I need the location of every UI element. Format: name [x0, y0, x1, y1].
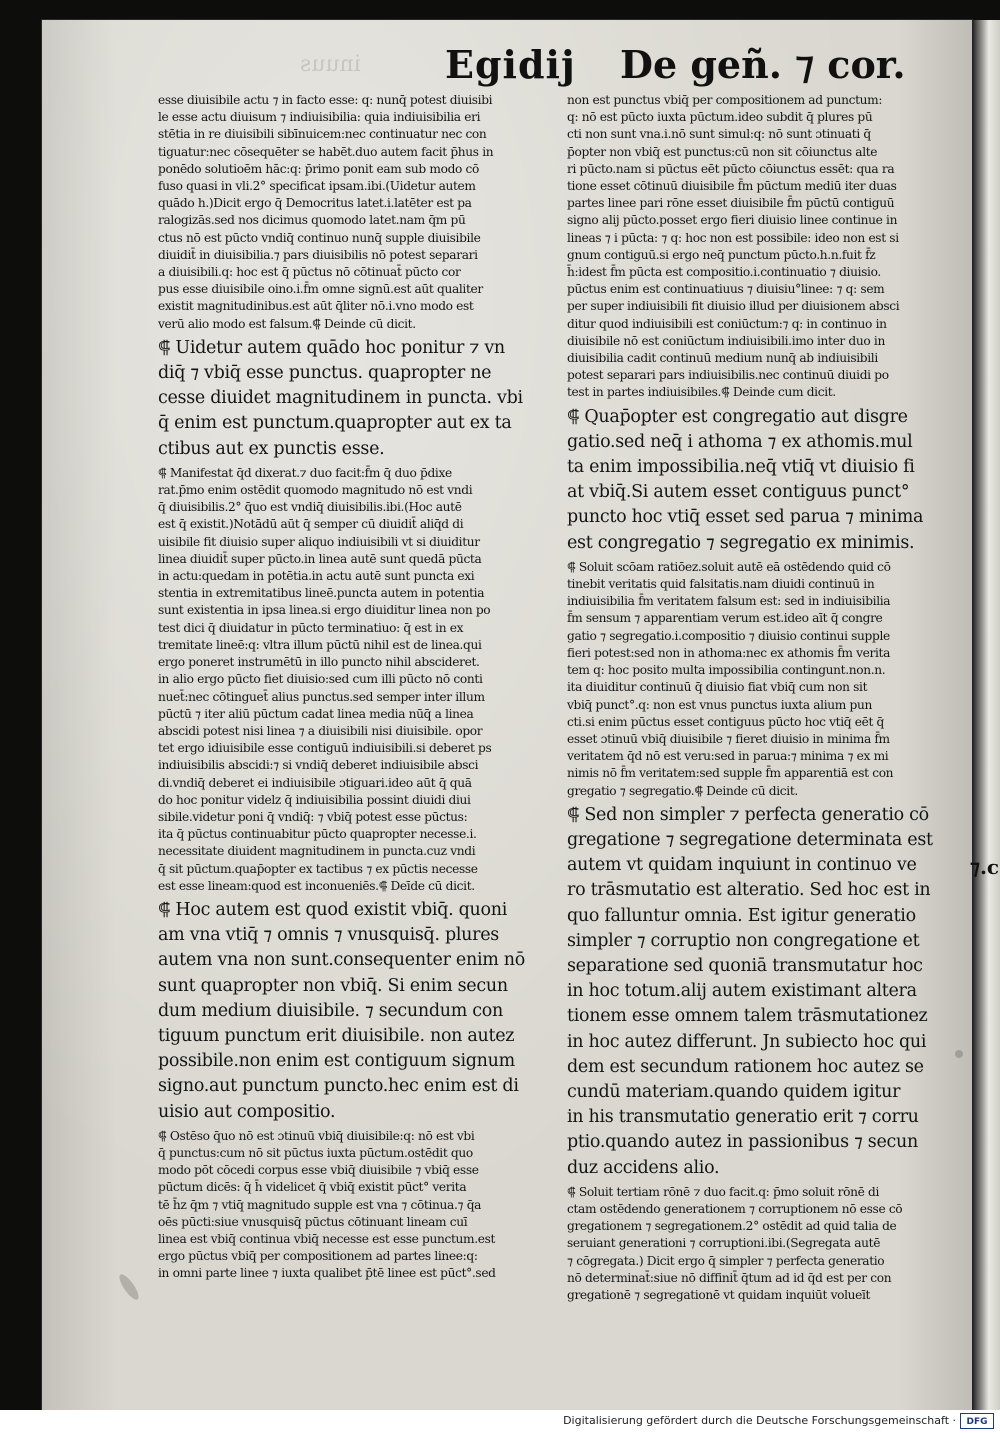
text-line: a diuisibili.q: hoc est q̄ pūctus nō cōtinuat̄ pūcto cor	[158, 265, 461, 280]
commentary-paragraph	[567, 92, 965, 402]
margin-note: ⁊.c	[970, 855, 1000, 879]
text-line: abscidi potest nisi linea ⁊ a diuisibili nisi diuisibile. opor	[158, 723, 483, 738]
text-line: dum medium diuisibile. ⁊ secundum con	[158, 1000, 504, 1021]
text-line: simpler ⁊ corruptio non congregatione et	[567, 930, 920, 951]
commentary-paragraph	[567, 559, 965, 800]
text-line: in actu:quedam in potētia.in actu autē sunt puncta exi	[158, 569, 475, 584]
text-line: tinebit veritatis quid falsitatis.nam diuidi continuū in	[567, 577, 875, 592]
text-line: gregatio ⁊ segregatio.⸿ Deinde cū dicit.	[567, 783, 798, 798]
text-line: diq̄ ⁊ vbiq̄ esse punctus. quapropter ne	[158, 363, 492, 384]
text-line: ita diuiditur continuū q̄ diuisio fiat vbiq̄ cum non sit	[567, 680, 868, 695]
text-line: autem vt quidam inquiunt in continuo ve	[567, 855, 917, 876]
text-line: uisibile fit diuisio super aliquo indiuisibili vt si diuiditur	[158, 534, 480, 549]
text-line: signo.aut punctum puncto.hec enim est di	[158, 1076, 519, 1097]
text-line: tionem esse omnem talem trāsmutationez	[567, 1006, 928, 1027]
text-line: linea diuidit̄ super pūcto.in linea autē sunt quedā pūcta	[158, 551, 482, 566]
text-line: q̄ enim est punctum.quapropter aut ex ta	[158, 413, 512, 434]
text-line: pūctū ⁊ iter aliū pūctum cadat linea media nūq̄ a linea	[158, 706, 474, 721]
text-line: est q̄ existit.)Notādū aūt q̄ semper cū diuidit̄ aliq̄d di	[158, 517, 464, 532]
text-line: ralogizās.sed nos dicimus quomodo latet.nam q̄m pū	[158, 213, 466, 228]
text-line: fuso quasi in vli.2° specificat ipsam.ibi.(Uidetur autem	[158, 179, 476, 194]
footer-bar	[0, 1410, 1000, 1433]
text-line: potest separari pars indiuisibilis.nec continuū diuidi po	[567, 368, 889, 383]
text-line: duz accidens alio.	[567, 1157, 720, 1178]
commentary-paragraph	[158, 465, 550, 895]
text-line: ponēdo solutioēm hāc:q: p̄rimo ponit eam sub modo cō	[158, 161, 480, 176]
text-line: signo alij pūcto.posset ergo fieri diuisio linee continue in	[567, 213, 898, 228]
text-line: modo pōt cōcedi corpus esse vbiq̄ diuisibile ⁊ vbiq̄ esse	[158, 1163, 479, 1178]
text-line: esse diuisibile actu ⁊ in facto esse: q: nunq̄ potest diuisibi	[158, 93, 493, 107]
text-line: in alio ergo pūcto fiet diuisio:sed cum illi pūcto nō conti	[158, 672, 483, 687]
text-line: diuidit̄ in diuisibilia.⁊ pars diuisibilis nō potest separari	[158, 247, 478, 262]
text-line: gatio ⁊ segregatio.i.compositio ⁊ diuisio continui supple	[567, 628, 890, 643]
text-line: ⸿ Manifestat q̄d dixerat.⁊ duo facit:f̄m q̄ duo p̄dixe	[158, 465, 452, 480]
text-line: rat.p̄mo enim ostēdit quomodo magnitudo nō est vndi	[158, 483, 473, 498]
text-line: gnum contiguū.si ergo neq̄ punctum pūcto.h.n.fuit f̄z	[567, 247, 876, 262]
text-line: tem q: hoc posito multa impossibilia contingunt.non.n.	[567, 663, 886, 678]
text-line: at vbiq̄.Si autem esset contiguus punct°	[567, 482, 910, 503]
text-line: q: nō est pūcto iuxta pūctum.ideo subdit q̄ plures pū	[567, 110, 873, 125]
running-head-left: Egidij	[445, 42, 576, 87]
commentary-paragraph	[158, 92, 550, 333]
text-line: nuet̄:nec cōtinguet̄ alius punctus.sed semper inter illum	[158, 689, 485, 704]
text-line: linea est vbiq̄ continua vbiq̄ necesse est esse punctum.est	[158, 1231, 496, 1246]
text-line: gregatione ⁊ segregatione determinata est	[567, 829, 933, 850]
text-line: ergo pūctus vbiq̄ per compositionem ad partes linee:q:	[158, 1249, 478, 1264]
text-line: uisio aut compositio.	[158, 1101, 336, 1122]
text-line: ctus nō est pūcto vndiq̄ continuo nunq̄ supple diuisibile	[158, 230, 481, 245]
text-line: cundū materiam.quando quidem igitur	[567, 1081, 901, 1102]
text-line: le esse actu diuisum ⁊ indiuisibilia: quia indiuisibilia eri	[158, 110, 481, 125]
text-line: tiguum punctum erit diuisibile. non autez	[158, 1025, 515, 1046]
commentary-paragraph	[567, 1184, 965, 1304]
text-line: ⸿ Soluit tertiam rōnē ⁊ duo facit.q: p̄mo soluit rōnē di	[567, 1184, 880, 1199]
text-line: ditur quod indiuisibili est coniūctum:⁊ q: in continuo in	[567, 316, 887, 331]
text-line: ⸿ Quap̄opter est congregatio aut disgre	[567, 406, 908, 427]
text-line: sunt quapropter non vbiq̄. Si enim secun	[158, 975, 508, 996]
text-line: ⸿ Hoc autem est quod existit vbiq̄. quoni	[158, 899, 508, 920]
text-line: pus esse diuisibile oino.i.f̄m omne signū.est aūt qualiter	[158, 282, 483, 297]
text-passage	[158, 898, 550, 1125]
text-line: diuisibile nō est coniūctum indiuisibili.imo inter duo in	[567, 333, 885, 348]
text-line: ⸿ Ostēso q̄uo nō est ɔtinuū vbiq̄ diuisibile:q: nō est vbi	[158, 1128, 475, 1143]
text-line: h̄:idest f̄m pūcta est compositio.i.continuatio ⁊ diuisio.	[567, 265, 881, 280]
text-line: lineas ⁊ i pūcta: ⁊ q: hoc non est possibile: ideo non est si	[567, 230, 899, 245]
text-line: in hoc autez differunt. Jn subiecto hoc qui	[567, 1031, 927, 1052]
text-line: oēs pūcti:siue vnusquisq̄ pūctus cōtinuant lineam cuī	[158, 1214, 468, 1229]
text-line: gregationem ⁊ segregationem.2° ostēdit ad quid talia de	[567, 1219, 897, 1234]
text-line: ta enim impossibilia.neq̄ vtiq̄ vt diuisio fi	[567, 457, 915, 478]
text-line: nimis nō f̄m veritatem:sed supple f̄m apparentiā est con	[567, 766, 894, 781]
text-line: f̄m sensum ⁊ apparentiam verum est.ideo aīt q̄ congre	[567, 611, 883, 626]
text-line: am vna vtiq̄ ⁊ omnis ⁊ vnusquisq̄. plures	[158, 925, 499, 946]
text-line: in omni parte linee ⁊ iuxta qualibet p̄tē linee est pūct°.sed	[158, 1266, 496, 1281]
text-line: gatio.sed neq̄ i athoma ⁊ ex athomis.mul	[567, 431, 913, 452]
text-line: indiuisibilia f̄m veritatem falsum est: sed in indiuisibilia	[567, 594, 891, 609]
text-line: ergo poneret instrumētū in illo puncto nihil abscideret.	[158, 655, 480, 670]
text-line: ri pūcto.nam si pūctus eēt pūcto cōiunctus essēt: qua ra	[567, 161, 895, 176]
text-line: est esse lineam:quod est inconueniēs.⸿ Deīde cū dicit.	[158, 878, 475, 893]
text-line: partes linee pari rōne esset diuisibile f̄m pūctū contiguū	[567, 196, 895, 211]
text-line: ro trāsmutatio est alteratio. Sed hoc est in	[567, 880, 931, 901]
text-line: existit magnitudinibus.est aūt q̄liter nō.i.vno modo est	[158, 299, 474, 314]
text-line: stentia in extremitatibus lineē.puncta autem in potentia	[158, 586, 485, 601]
text-line: tione esset cōtinuū diuisibile f̄m pūctum mediū iter duas	[567, 179, 897, 194]
left-column	[158, 92, 550, 1286]
bleed-through-text: inuus	[300, 52, 361, 77]
text-line: tremitate lineē:q: vltra illum pūctū nihil est de linea.qui	[158, 637, 482, 652]
text-line: ptio.quando autez in passionibus ⁊ secun	[567, 1132, 918, 1153]
text-line: cti non sunt vna.i.nō sunt simul:q: nō sunt ɔtinuati q̄	[567, 127, 871, 142]
text-line: seruiant generationi ⁊ corruptioni.ibi.(Segregata autē	[567, 1236, 881, 1251]
text-line: q̄ sit pūctum.quap̄opter ex tactibus ⁊ ex pūctis necesse	[158, 861, 478, 876]
text-line: tiguatur:nec cōsequēter se habēt.duo autem facit p̄hus in	[158, 144, 494, 159]
text-line: indiuisibilis abscidi:⁊ si vndiq̄ deberet indiuisibile absci	[158, 758, 479, 773]
text-line: necessitate diuident magnitudinem in puncta.cuz vndi	[158, 844, 476, 859]
text-line: in his transmutatio generatio erit ⁊ corru	[567, 1107, 919, 1128]
right-column	[567, 92, 965, 1307]
text-line: veritatem q̄d nō est veru:sed in parua:⁊ minima ⁊ ex mi	[567, 749, 889, 764]
text-line: sibile.videtur poni q̄ vndiq̄: ⁊ vbiq̄ potest esse pūctus:	[158, 809, 468, 824]
text-line: per super indiuisibili fit diuisio illud per diuisionem absci	[567, 299, 900, 314]
text-line: vbiq̄ punct°.q: non est vnus punctus iuxta alium pun	[567, 697, 872, 712]
text-line: dem est secundum rationem hoc autez se	[567, 1056, 924, 1077]
text-line: puncto hoc vtiq̄ esset sed parua ⁊ minima	[567, 507, 924, 528]
text-line: ⸿ Sed non simpler ⁊ perfecta generatio cō	[567, 804, 929, 825]
text-line: quādo h.)Dicit ergo q̄ Democritus latet.i.latēter est pa	[158, 196, 472, 211]
text-line: esset ɔtinuū vbiq̄ diuisibile ⁊ fieret diuisio in minima f̄m	[567, 731, 890, 746]
text-line: separatione sed quoniā transmutatur hoc	[567, 955, 923, 976]
text-passage	[567, 405, 965, 556]
text-line: pūctus enim est continuatiuus ⁊ diuisiu°linee: ⁊ q: sem	[567, 282, 885, 297]
text-line: q̄ diuisibilis.2° q̄uo est vndiq̄ diuisibilis.ibi.(Hoc autē	[158, 500, 462, 515]
text-line: nō determinat̄:siue nō diffinit̄ q̄tum ad id q̄d est per con	[567, 1270, 892, 1285]
text-line: autem vna non sunt.consequenter enim nō	[158, 950, 526, 971]
text-line: cti.si enim pūctus esset contiguus pūcto hoc vtiq̄ eēt q̄	[567, 714, 884, 729]
text-line: quo falluntur omnia. Est igitur generatio	[567, 905, 916, 926]
text-line: test in partes indiuisibiles.⸿ Deinde cum dicit.	[567, 385, 836, 400]
text-line: ctibus aut ex punctis esse.	[158, 438, 385, 459]
text-line: fieri potest:sed non in athoma:nec ex athomis f̄m verita	[567, 645, 891, 660]
text-line: pūctum dicēs: q̄ h̄ videlicet q̄ vbiq̄ existit pūct° verita	[158, 1180, 467, 1195]
footer-credit: Digitalisierung gefördert durch die Deutsche Forschungsgemeinschaft ·	[563, 1414, 956, 1427]
facing-page-edge	[972, 20, 1000, 1410]
text-line: non est punctus vbiq̄ per compositionem ad punctum:	[567, 93, 883, 107]
text-line: tet ergo idiuisibile esse contiguū indiuisibili.si deberet ps	[158, 741, 492, 756]
text-line: ⁊ cōgregata.) Dicit ergo q̄ simpler ⁊ perfecta generatio	[567, 1253, 885, 1268]
text-line: verū alio modo est falsum.⸿ Deinde cū dicit.	[158, 316, 416, 331]
text-line: gregationē ⁊ segregationē vt quidam inquiūt volueīt	[567, 1287, 871, 1302]
paragraph-gap	[567, 1304, 965, 1307]
text-line: di.vndiq̄ deberet ei indiuisibile ɔtiguari.ideo aūt q̄ quā	[158, 775, 472, 790]
text-line: p̄opter non vbiq̄ est punctus:cū non sit cōiunctus alte	[567, 144, 878, 159]
paragraph-gap	[158, 1283, 550, 1286]
text-line: diuisibilia cadit continuū medium nunq̄ ab indiuisibili	[567, 351, 878, 366]
dfg-logo: DFG	[960, 1413, 994, 1429]
text-line: ⸿ Uidetur autem quādo hoc ponitur ⁊ vn	[158, 337, 505, 358]
text-line: est congregatio ⁊ segregatio ex minimis.	[567, 532, 915, 553]
text-line: ita q̄ pūctus continuabitur pūcto quapropter necesse.i.	[158, 827, 477, 842]
text-line: tē h̄z q̄m ⁊ vtiq̄ magnitudo supple est vna ⁊ cōtinua.⁊ q̄a	[158, 1197, 482, 1212]
text-line: ctam ostēdendo generationem ⁊ corruptionem nō esse cō	[567, 1201, 903, 1216]
text-line: stētia in re diuisibili sibīnuicem:nec continuatur nec con	[158, 127, 487, 142]
text-line: test dici q̄ diuidatur in pūcto terminatiuo: q̄ est in ex	[158, 620, 464, 635]
text-line: q̄ punctus:cum nō sit pūctus iuxta pūctum.ostēdit quo	[158, 1145, 473, 1160]
ink-speck	[955, 1050, 963, 1058]
text-line: do hoc ponitur videlz q̄ indiuisibilia possint diuidi diui	[158, 792, 471, 807]
text-line: ⸿ Soluit scōam ratiōez.soluit autē eā ostēdendo quid cō	[567, 559, 891, 574]
text-line: in hoc totum.alij autem existimant altera	[567, 981, 917, 1002]
text-passage	[158, 336, 550, 462]
commentary-paragraph	[158, 1128, 550, 1283]
text-passage	[567, 803, 965, 1181]
text-line: cesse diuidet magnitudinem in puncta. vbi	[158, 388, 523, 409]
running-head-right: De geñ. ⁊ cor.	[620, 42, 906, 87]
text-line: possibile.non enim est contiguum signum	[158, 1051, 515, 1072]
text-line: sunt existentia in ipsa linea.si ergo diuiditur linea non po	[158, 603, 491, 618]
